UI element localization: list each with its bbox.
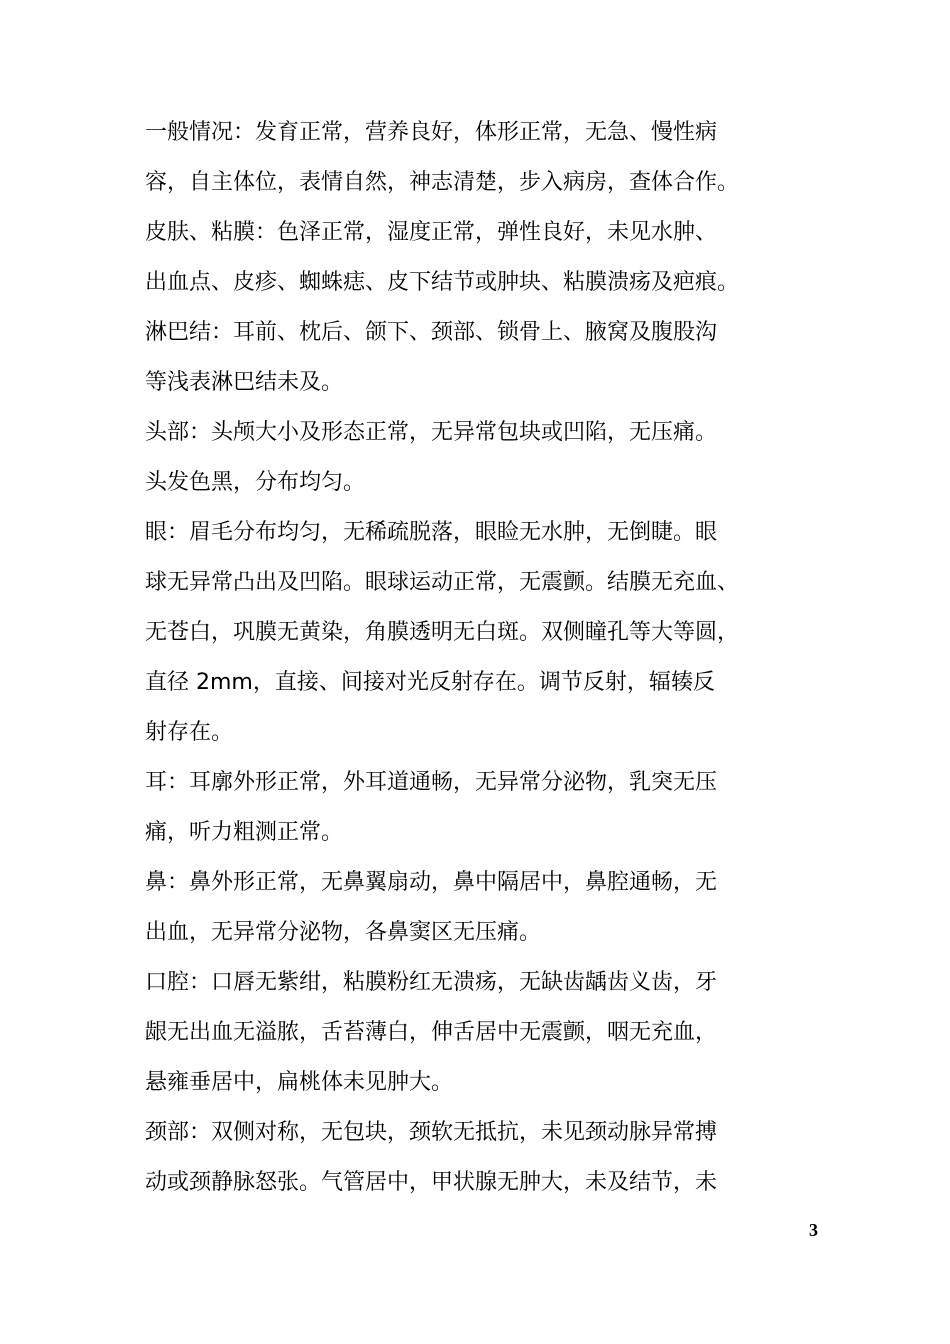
text-line: 龈无出血无溢脓，舌苔薄白，伸舌居中无震颤，咽无充血， xyxy=(145,1020,718,1045)
text-line: 出血点、皮疹、蜘蛛痣、皮下结节或肿块、粘膜溃疡及疤痕。 xyxy=(145,270,740,295)
text-line: 口腔：口唇无紫绀，粘膜粉红无溃疡，无缺齿龋齿义齿，牙 xyxy=(145,970,718,995)
text-line: 球无异常凸出及凹陷。眼球运动正常，无震颤。结膜无充血、 xyxy=(145,570,740,595)
text-line: 悬雍垂居中，扁桃体未见肿大。 xyxy=(145,1070,454,1095)
text-line: 皮肤、粘膜：色泽正常，湿度正常，弹性良好，未见水肿、 xyxy=(145,220,718,245)
page-number: 3 xyxy=(809,1220,818,1240)
text-line: 耳：耳廓外形正常，外耳道通畅，无异常分泌物，乳突无压 xyxy=(145,770,718,795)
exam-text-block xyxy=(145,108,815,1208)
text-line: 出血，无异常分泌物，各鼻窦区无压痛。 xyxy=(145,920,542,945)
text-line: 射存在。 xyxy=(145,720,234,745)
text-line: 直径 2mm，直接、间接对光反射存在。调节反射，辐辏反 xyxy=(145,670,715,695)
text-line: 头部：头颅大小及形态正常，无异常包块或凹陷，无压痛。 xyxy=(145,420,718,445)
text-line: 动或颈静脉怒张。气管居中，甲状腺无肿大，未及结节，未 xyxy=(145,1170,718,1195)
text-line: 容，自主体位，表情自然，神志清楚，步入病房，查体合作。 xyxy=(145,170,740,195)
text-line: 无苍白，巩膜无黄染，角膜透明无白斑。双侧瞳孔等大等圆， xyxy=(145,620,740,645)
text-line: 一般情况：发育正常，营养良好，体形正常，无急、慢性病 xyxy=(145,120,718,145)
text-line: 头发色黑，分布均匀。 xyxy=(145,470,366,495)
text-line: 淋巴结：耳前、枕后、颌下、颈部、锁骨上、腋窝及腹股沟 xyxy=(145,320,718,345)
text-line: 颈部：双侧对称，无包块，颈软无抵抗，未见颈动脉异常搏 xyxy=(145,1120,718,1145)
text-line: 痛，听力粗测正常。 xyxy=(145,820,344,845)
text-line: 鼻：鼻外形正常，无鼻翼扇动，鼻中隔居中，鼻腔通畅，无 xyxy=(145,870,718,895)
text-line: 眼：眉毛分布均匀，无稀疏脱落，眼睑无水肿，无倒睫。眼 xyxy=(145,520,718,545)
text-line: 等浅表淋巴结未及。 xyxy=(145,370,344,395)
